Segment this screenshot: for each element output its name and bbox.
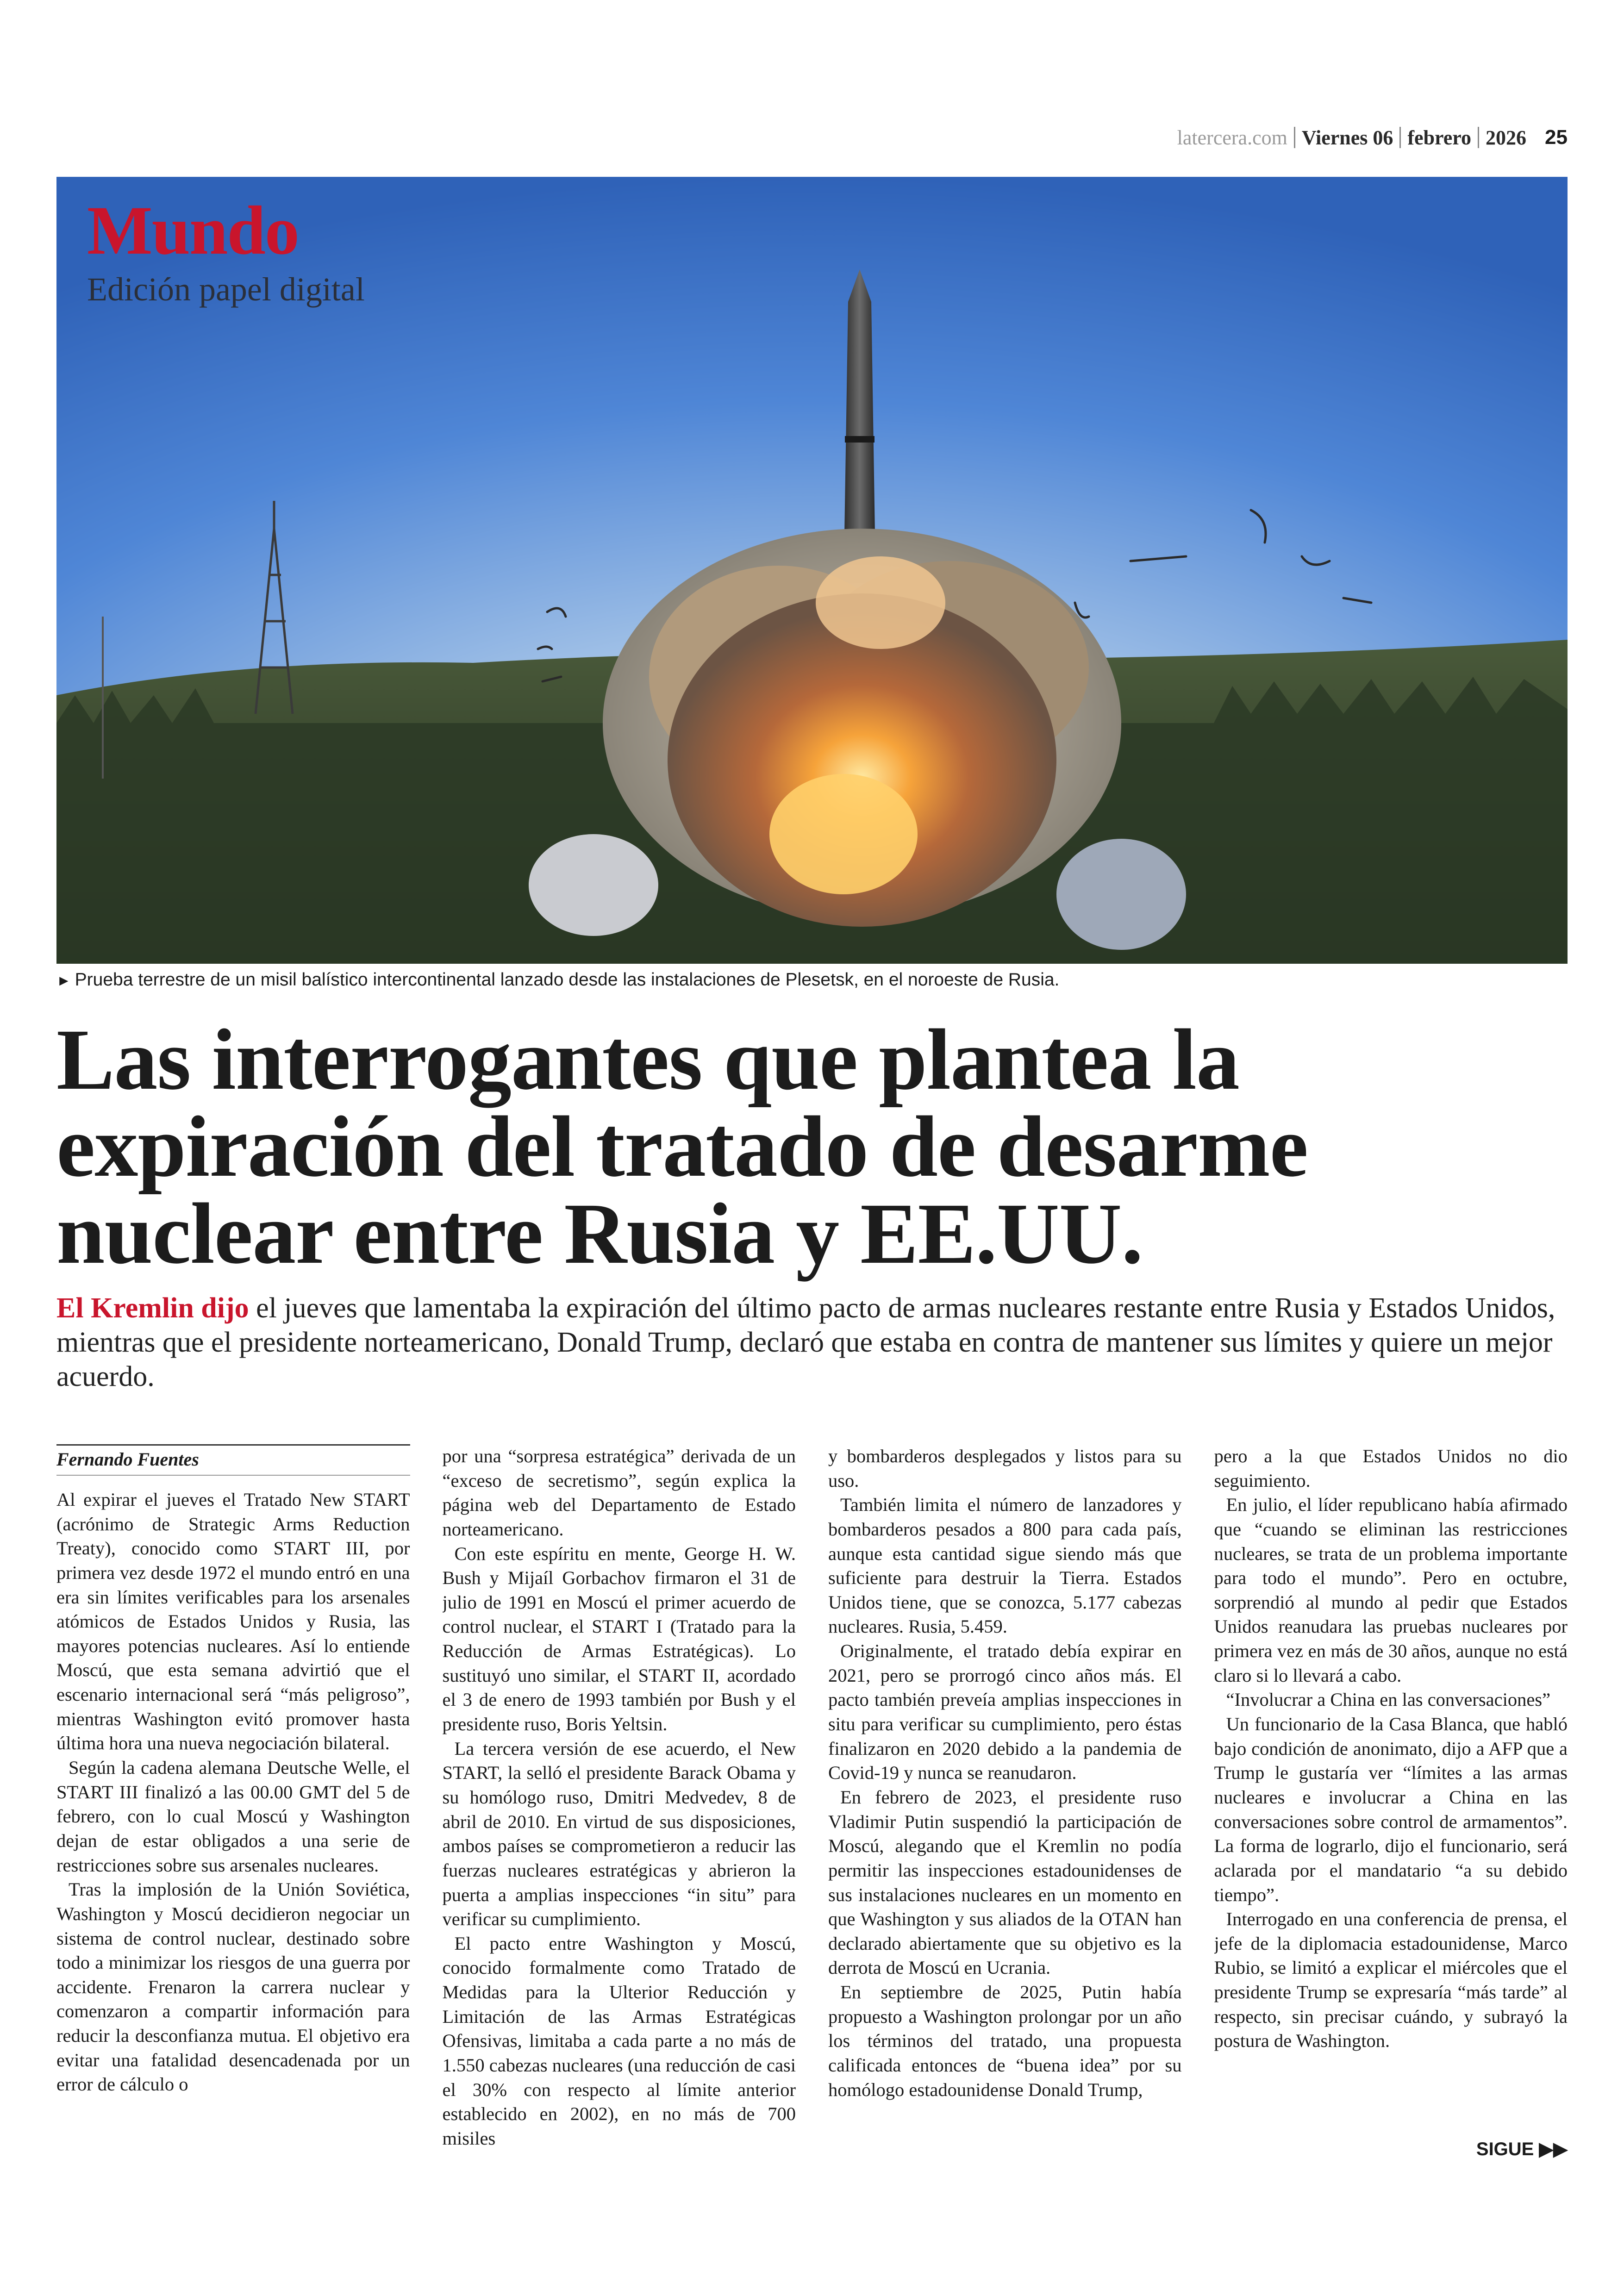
paragraph: Tras la implosión de la Unión Soviética, Washington y Moscú decidieron negociar un sistema de control nuclear, destinado sobre todo a minimizar los riesgos de una guerra por accidente. Frenaron la carrera nuclear y comenzaron a compartir información para reducir la desconfianza mutua. El objetivo era evitar una fatalidad desencadenada por un error de cálculo o [56,1879,410,2095]
section-title: Mundo [87,192,299,269]
paragraph: En septiembre de 2025, Putin había propuesto a Washington prolongar por un año los términos del tratado, una propuesta calificada entonces de “buena idea” por su homólogo estadounidense Donald Trump, [828,1982,1182,2100]
paragraph: La tercera versión de ese acuerdo, el New START, la selló el presidente Barack Obama y su homólogo ruso, Dmitri Medvedev, 8 de abril de 2010. En virtud de sus disposiciones, ambos países se comprometieron a reducir las fuerzas nucleares estratégicas y abrieron la puerta a amplias inspecciones “in situ” para verificar su cumplimiento. [442,1738,796,1930]
caption-arrow-icon: ► [56,972,71,989]
folio-day: Viernes 06 [1301,126,1393,149]
paragraph: Al expirar el jueves el Tratado New START (acrónimo de Strategic Arms Reduction Treaty), conocido como START III, por primera vez desde 1972 el mundo entró en una era sin límites verificables para los arsenales atómicos de Estados Unidos y Rusia, las mayores potencias nucleares. Así lo entiende Moscú, que esta semana advirtió que el escenario internacional será “más peligroso”, mientras Washington evitó promover hasta última hora una nueva negociación bilateral. [56,1489,410,1754]
paragraph: y bombarderos desplegados y listos para su uso. [828,1446,1182,1491]
article-body [56,1444,1568,2180]
text-column [56,1444,410,2180]
folio-divider [1399,127,1401,148]
text-column [1214,1444,1568,2180]
paragraph: Con este espíritu en mente, George H. W. Bush y Mijaíl Gorbachov firmaron el 31 de julio de 1991 en Moscú el primer acuerdo de control nuclear, el START I (Tratado para la Reducción de Armas Estratégicas). Lo sustituyó uno similar, el START II, acordado el 3 de enero de 1993 también por Bush y el presidente ruso, Boris Yeltsin. [442,1543,796,1735]
paragraph: El pacto entre Washington y Moscú, conocido formalmente como Tratado de Medidas para la Ulterior Reducción y Limitación de las Armas Estratégicas Ofensivas, limitaba a cada parte a no más de 1.550 cabezas nucleares (una reducción de casi el 30% con respecto al límite anterior establecido en 2002), en no más de 700 misiles [442,1933,796,2149]
page-folio [1177,121,1568,154]
paragraph: por una “sorpresa estratégica” derivada de un “exceso de secretismo”, según explica la página web del Departamento de Estado norteamericano. [442,1446,796,1540]
lead-text: el jueves que lamentaba la expiración del último pacto de armas nucleares restante entre Rusia y Estados Unidos, mientras que el presidente norteamericano, Donald Trump, declaró que estaba en contra de mantener sus límites y quiere un mejor acuerdo. [56,1292,1555,1392]
subheading: “Involucrar a China en las conversaciones” [1226,1689,1551,1710]
paragraph: También limita el número de lanzadores y bombarderos pesados a 800 para cada país, aunque esta cantidad sigue siendo más que suficiente para destruir la Tierra. Estados Unidos tiene, que se conozca, 5.177 cabezas nucleares. Rusia, 5.459. [828,1494,1182,1637]
continue-label[interactable]: SIGUE ▶▶ [1476,2139,1568,2159]
text-column [443,1444,796,2180]
article-headline: Las interrogantes que plantea la expiración del tratado de desarme nuclear entre Rusia y EE.UU. [56,1011,1308,1282]
folio-month: febrero [1407,126,1472,149]
folio-divider [1294,127,1295,148]
paragraph: Originalmente, el tratado debía expirar en 2021, pero se prorrogó cinco años más. El pacto también preveía amplias inspecciones in situ para verificar su cumplimiento, pero éstas finalizaron en 2020 debido a la pandemia de Covid-19 y nunca se reanudaron. [828,1640,1182,1784]
text-column [828,1444,1182,2180]
folio-year: 2026 [1486,126,1527,149]
caption-text: Prueba terrestre de un misil balístico intercontinental lanzado desde las instalaciones de Plesetsk, en el noroeste de Rusia. [75,970,1060,990]
article-lead [56,1291,1561,1394]
paragraph: En julio, el líder republicano había afirmado que “cuando se eliminan las restricciones nucleares, se trata de un problema importante para todo el mundo”. Pero en octubre, sorprendió al mundo al pedir que Estados Unidos reanudara las pruebas nucleares por primera vez en más de 30 años, aunque no está claro si lo llevará a cabo. [1214,1494,1568,1686]
paragraph: Un funcionario de la Casa Blanca, que habló bajo condición de anonimato, dijo a AFP que a Trump le gustaría ver “límites a las armas nucleares e involucrar a China en las conversaciones sobre control de armamentos”. La forma de lograrlo, dijo el funcionario, será aclarada por el mandatario “a su debido tiempo”. [1214,1714,1568,1905]
section-subtitle: Edición papel digital [87,271,365,308]
paragraph: En febrero de 2023, el presidente ruso Vladimir Putin suspendió la participación de Moscú, alegando que el Kremlin no podía permitir las inspecciones estadounidenses de sus instalaciones nucleares en un momento en que Washington y sus aliados de la OTAN han declarado abiertamente que su objetivo es la derrota de Moscú en Ucrania. [828,1786,1182,1978]
site-name[interactable]: latercera.com [1177,126,1287,149]
paragraph: Interrogado en una conferencia de prensa, el jefe de la diplomacia estadounidense, Marco Rubio, se limitó a explicar el miércoles que el presidente Trump se expresaría “más tarde” al respecto, sin precisar cuándo, y subrayó la postura de Washington. [1214,1908,1568,2052]
byline: Fernando Fuentes [56,1444,410,1476]
photo-caption [56,970,1568,990]
folio-divider [1478,127,1479,148]
lead-kicker: El Kremlin dijo [56,1292,249,1324]
page-number: 25 [1545,126,1568,149]
paragraph: pero a la que Estados Unidos no dio seguimiento. [1214,1446,1568,1491]
hero-photo [56,177,1568,964]
paragraph: Según la cadena alemana Deutsche Welle, el START III finalizó a las 00.00 GMT del 5 de febrero, con lo cual Moscú y Washington dejan de estar obligados a una serie de restricciones sobre sus arsenales nucleares. [56,1757,410,1876]
